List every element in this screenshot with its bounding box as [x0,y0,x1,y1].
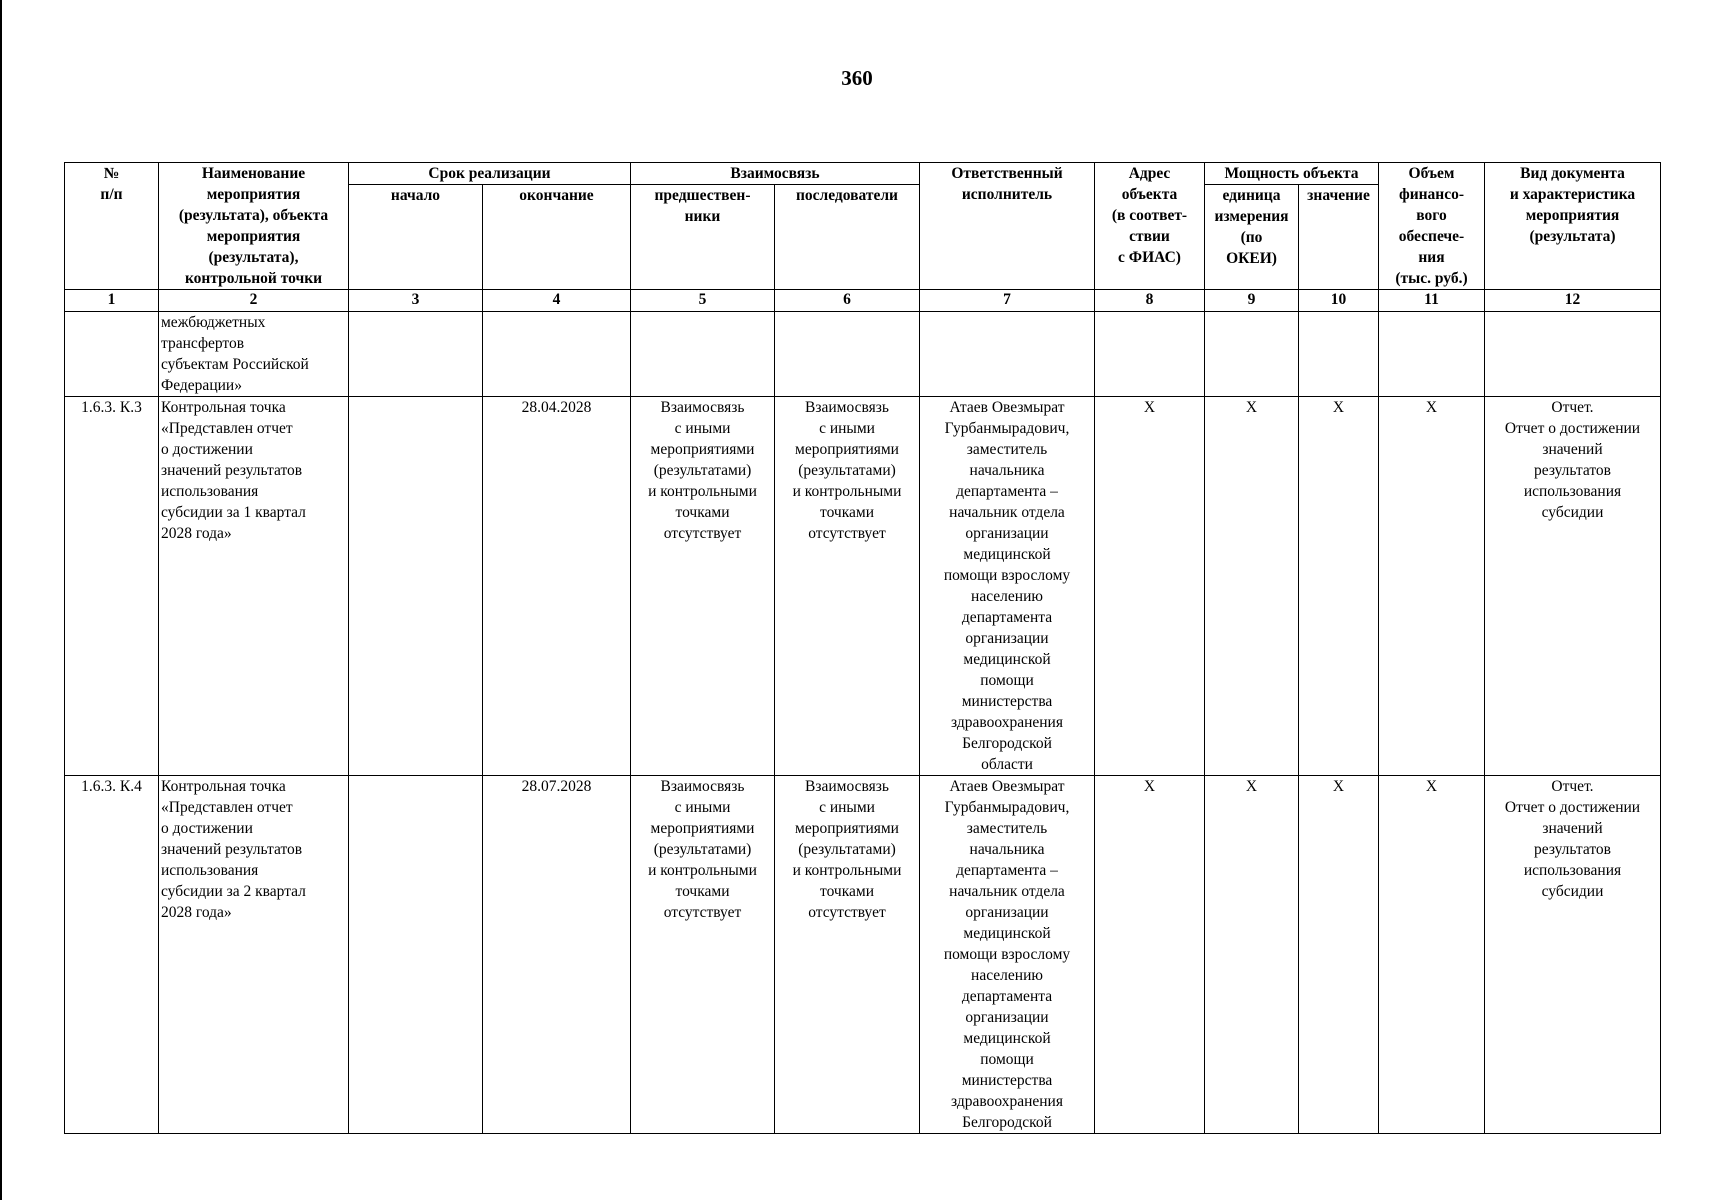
header-document: Вид документа и характеристика мероприятия (результата) [1485,163,1661,290]
header-value: значение [1299,185,1379,290]
row-responsible: Атаев Овезмырат Гурбанмырадович, заместитель начальника департамента – начальник отдела организации медицинской помощи взрослому населению департамента организации медицинской помощи министерства здравоохранения Белгородской [920,776,1095,1134]
column-number: 11 [1379,290,1485,312]
row-end: 28.07.2028 [483,776,631,1134]
row-value [1299,312,1379,397]
row-name: Контрольная точка «Представлен отчет о достижении значений результатов использования субсидии за 2 квартал 2028 года» [159,776,349,1134]
row-unit: X [1205,776,1299,1134]
column-number: 9 [1205,290,1299,312]
row-address [1095,312,1205,397]
column-number: 1 [65,290,159,312]
header-num: № п/п [65,163,159,290]
column-number: 12 [1485,290,1661,312]
column-number: 5 [631,290,775,312]
row-predecessors: Взаимосвязь с иными мероприятиями (результатами) и контрольными точками отсутствует [631,397,775,776]
row-value: X [1299,397,1379,776]
row-start [349,312,483,397]
row-num: 1.6.3. К.3 [65,397,159,776]
row-document [1485,312,1661,397]
row-successors [775,312,920,397]
row-predecessors [631,312,775,397]
row-predecessors: Взаимосвязь с иными мероприятиями (результатами) и контрольными точками отсутствует [631,776,775,1134]
row-successors: Взаимосвязь с иными мероприятиями (результатами) и контрольными точками отсутствует [775,776,920,1134]
column-number: 8 [1095,290,1205,312]
row-address: X [1095,397,1205,776]
header-name: Наименование мероприятия (результата), объекта мероприятия (результата), контрольной точки [159,163,349,290]
row-unit [1205,312,1299,397]
table-row [65,776,1661,1134]
row-start [349,776,483,1134]
row-name: Контрольная точка «Представлен отчет о достижении значений результатов использования субсидии за 1 квартал 2028 года» [159,397,349,776]
header-capacity-group: Мощность объекта [1205,163,1379,185]
row-num [65,312,159,397]
row-num: 1.6.3. К.4 [65,776,159,1134]
row-successors: Взаимосвязь с иными мероприятиями (результатами) и контрольными точками отсутствует [775,397,920,776]
table-header [65,163,1661,312]
row-address: X [1095,776,1205,1134]
header-successors: последователи [775,185,920,290]
table-row [65,397,1661,776]
column-number: 4 [483,290,631,312]
row-value: X [1299,776,1379,1134]
table-row [65,312,1661,397]
column-number: 6 [775,290,920,312]
header-start: начало [349,185,483,290]
row-financing [1379,312,1485,397]
row-end: 28.04.2028 [483,397,631,776]
row-financing: X [1379,397,1485,776]
row-end [483,312,631,397]
row-document: Отчет. Отчет о достижении значений результатов использования субсидии [1485,397,1661,776]
column-number-row [65,290,1661,312]
page-number: 360 [841,66,873,90]
header-financing: Объем финансо- вого обеспече- ния (тыс. руб.) [1379,163,1485,290]
header-term-group: Срок реализации [349,163,631,185]
row-financing: X [1379,776,1485,1134]
header-responsible: Ответственный исполнитель [920,163,1095,290]
column-number: 3 [349,290,483,312]
row-responsible: Атаев Овезмырат Гурбанмырадович, заместитель начальника департамента – начальник отдела организации медицинской помощи взрослому населению департамента организации медицинской помощи министерства здравоохранения Белгородской области [920,397,1095,776]
column-number: 7 [920,290,1095,312]
scan-edge-left [0,0,2,1200]
header-address: Адрес объекта (в соответ- ствии с ФИАС) [1095,163,1205,290]
column-number: 2 [159,290,349,312]
header-predecessors: предшествен- ники [631,185,775,290]
row-responsible [920,312,1095,397]
events-table [64,162,1661,1134]
row-unit: X [1205,397,1299,776]
header-relation-group: Взаимосвязь [631,163,920,185]
header-end: окончание [483,185,631,290]
header-unit: единица измерения (по ОКЕИ) [1205,185,1299,290]
column-number: 10 [1299,290,1379,312]
row-start [349,397,483,776]
row-document: Отчет. Отчет о достижении значений результатов использования субсидии [1485,776,1661,1134]
row-name: межбюджетных трансфертов субъектам Российской Федерации» [159,312,349,397]
